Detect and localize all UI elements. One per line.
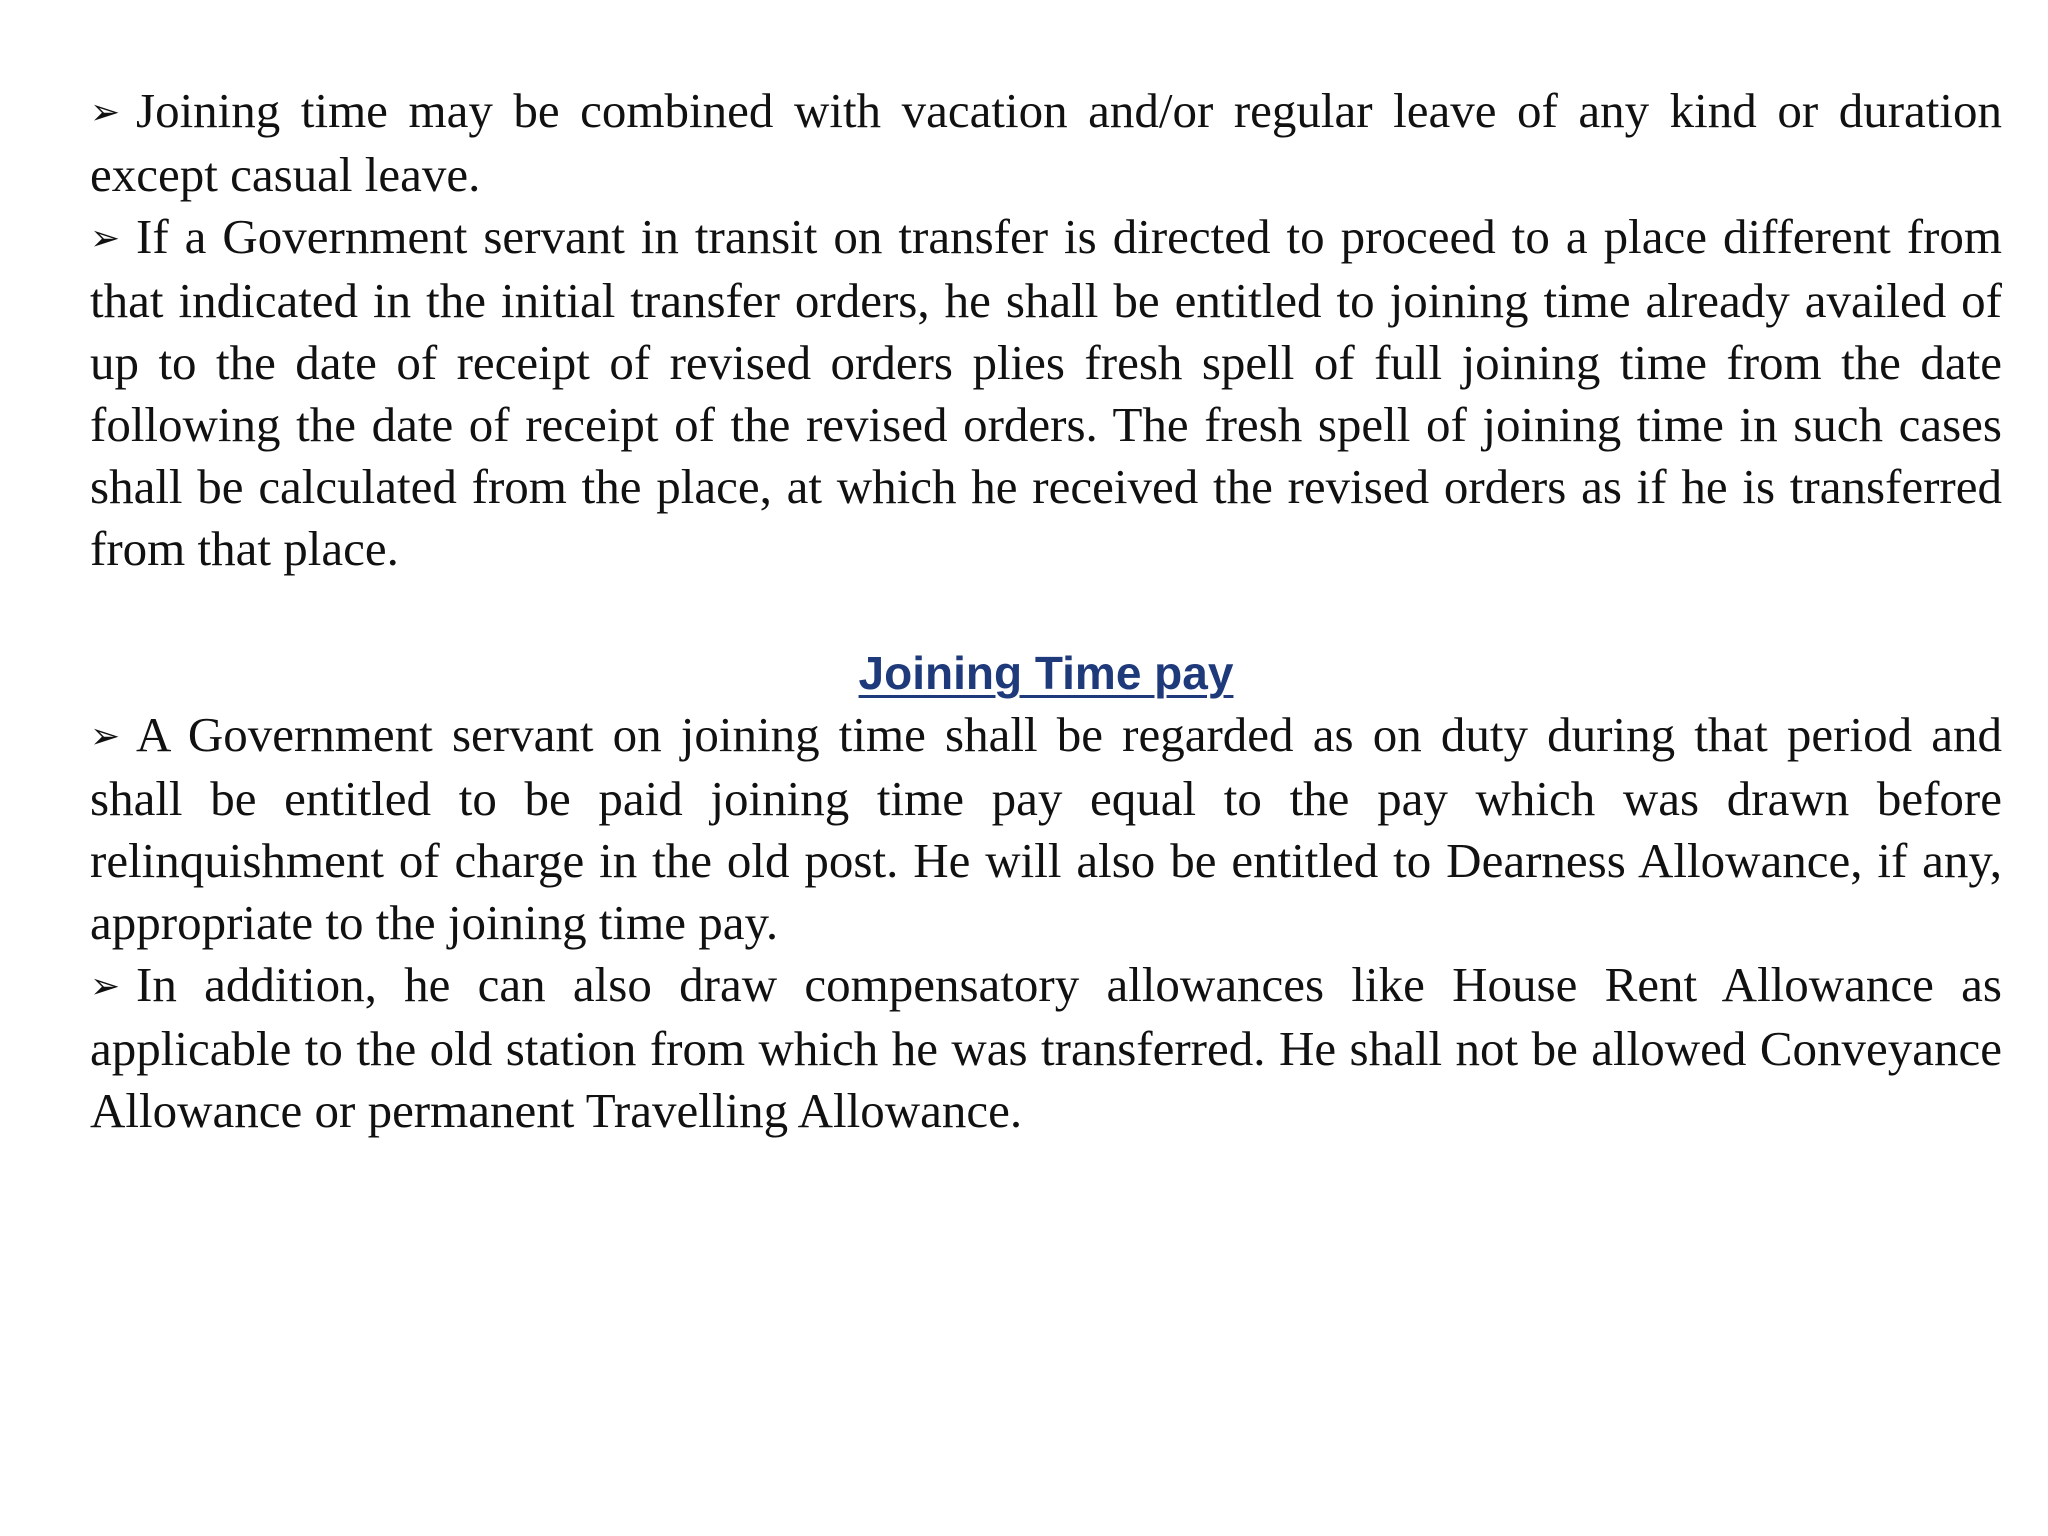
- arrow-bullet-icon: ➢: [90, 966, 121, 1007]
- section-heading: [90, 642, 2002, 704]
- bullet-paragraph: [90, 80, 2002, 206]
- bullet-text: If a Government servant in transit on transfer is directed to proceed to a place different from that indicated in the initial transfer orders, he shall be entitled to joining time already availed of up to the date of receipt of revised orders plies fresh spell of full joining time from the date following the date of receipt of the revised orders. The fresh spell of joining time in such cases shall be calculated from the place, at which he received the revised orders as if he is transferred from that place.: [90, 209, 2002, 576]
- bullet-paragraph: [90, 206, 2002, 580]
- arrow-bullet-icon: ➢: [90, 716, 121, 757]
- section-heading-text: Joining Time pay: [858, 647, 1234, 699]
- bullet-text: A Government servant on joining time shall be regarded as on duty during that period and shall be entitled to be paid joining time pay equal to the pay which was drawn before relinquishment of charge in the old post. He will also be entitled to Dearness Allowance, if any, appropriate to the joining time pay.: [90, 707, 2002, 950]
- bullet-paragraph: [90, 704, 2002, 954]
- bullet-text: In addition, he can also draw compensatory allowances like House Rent Allowance as applicable to the old station from which he was transferred. He shall not be allowed Conveyance Allowance or permanent Travelling Allowance.: [90, 957, 2002, 1138]
- bullet-text: Joining time may be combined with vacation and/or regular leave of any kind or duration except casual leave.: [90, 83, 2002, 202]
- slide-content: [90, 80, 2002, 1142]
- section-spacer: [90, 580, 2002, 642]
- arrow-bullet-icon: ➢: [90, 218, 121, 259]
- arrow-bullet-icon: ➢: [90, 92, 121, 133]
- bullet-paragraph: [90, 954, 2002, 1142]
